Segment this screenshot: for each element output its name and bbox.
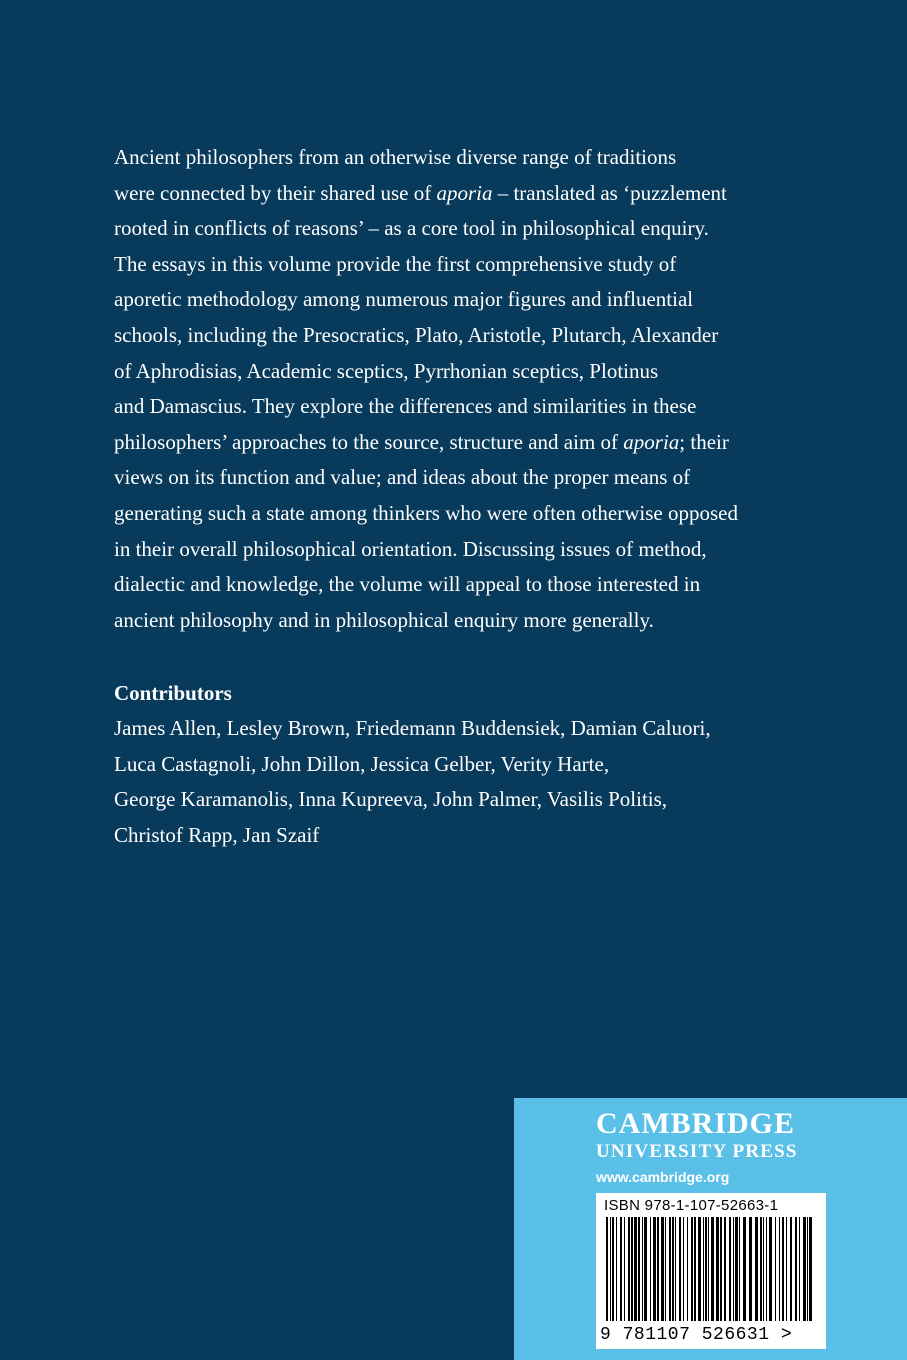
blurb-text-run: ; their xyxy=(679,429,729,454)
blurb-text-run: – translated as ‘puzzlement xyxy=(492,180,727,205)
barcode-bar xyxy=(624,1217,625,1321)
blurb-line xyxy=(114,603,814,639)
barcode-bar xyxy=(612,1217,614,1321)
blurb-line xyxy=(114,318,814,354)
blurb-line xyxy=(114,247,814,283)
barcode-bar xyxy=(642,1217,643,1321)
barcode-bar xyxy=(638,1217,640,1321)
contributors-list xyxy=(114,711,814,853)
barcode-bar xyxy=(766,1217,767,1321)
barcode-bar xyxy=(708,1217,709,1321)
blurb-line xyxy=(114,460,814,496)
barcode-bar xyxy=(739,1217,740,1321)
blurb-text-run: generating such a state among thinkers who were often otherwise opposed xyxy=(114,500,738,525)
blurb-text-run: of Aphrodisias, Academic sceptics, Pyrrhonian sceptics, Plotinus xyxy=(114,358,659,383)
barcode-bar xyxy=(606,1217,608,1321)
barcode-bar xyxy=(716,1217,719,1321)
blurb-line xyxy=(114,354,814,390)
blurb-text-run: schools, including the Presocratics, Plato, Aristotle, Plutarch, Alexander xyxy=(114,322,719,347)
blurb-italic-term: aporia xyxy=(436,180,493,205)
contributors-heading: Contributors xyxy=(114,681,232,705)
barcode-bar xyxy=(760,1217,762,1321)
barcode-bar xyxy=(675,1217,676,1321)
barcode-bar xyxy=(694,1217,696,1321)
blurb-text-run: philosophers’ approaches to the source, structure and aim of xyxy=(114,429,624,454)
blurb-text-run: aporetic methodology among numerous major figures and influential xyxy=(114,287,694,312)
barcode-bar xyxy=(650,1217,651,1321)
barcode-bar xyxy=(634,1217,637,1321)
blurb-text-run: and Damascius. They explore the differences and similarities in these xyxy=(114,394,697,419)
barcode-bar xyxy=(653,1217,656,1321)
blurb-line xyxy=(114,282,814,318)
barcode-bar xyxy=(631,1217,633,1321)
barcode-bar xyxy=(665,1217,666,1321)
blurb-text-run: The essays in this volume provide the first comprehensive study of xyxy=(114,251,677,276)
barcode-bar xyxy=(803,1217,806,1321)
barcode-bar xyxy=(691,1217,693,1321)
barcode-bar xyxy=(661,1217,664,1321)
barcode-bar xyxy=(799,1217,800,1321)
contributors-line: James Allen, Lesley Brown, Friedemann Buddensiek, Damian Caluori, xyxy=(114,716,711,740)
barcode-bar xyxy=(782,1217,784,1321)
blurb-text-run: dialectic and knowledge, the volume will appeal to those interested in xyxy=(114,572,701,597)
barcode-bar xyxy=(628,1217,630,1321)
publisher-box xyxy=(514,1098,907,1360)
barcode-bar xyxy=(790,1217,792,1321)
barcode-bar xyxy=(720,1217,722,1321)
barcode-bar xyxy=(763,1217,764,1321)
contributors-line: Christof Rapp, Jan Szaif xyxy=(114,822,320,847)
blurb-line xyxy=(114,389,814,425)
barcode-bar xyxy=(620,1217,622,1321)
barcode-bar xyxy=(657,1217,659,1321)
blurb-text-run: Ancient philosophers from an otherwise diverse range of traditions xyxy=(114,145,677,169)
isbn-label: ISBN 978-1-107-52663-1 xyxy=(604,1197,779,1214)
barcode-bar xyxy=(724,1217,726,1321)
barcode-bar xyxy=(786,1217,787,1321)
barcode-bar xyxy=(669,1217,671,1321)
barcode-bar xyxy=(809,1217,812,1321)
barcode-bar xyxy=(610,1217,611,1321)
blurb-text xyxy=(114,140,814,638)
barcode-bar xyxy=(755,1217,758,1321)
barcode-bar xyxy=(735,1217,738,1321)
publisher-url: www.cambridge.org xyxy=(596,1169,730,1185)
blurb-text-run: ancient philosophy and in philosophical enquiry more generally. xyxy=(114,607,654,632)
barcode-bar xyxy=(795,1217,797,1321)
barcode-bar xyxy=(711,1217,714,1321)
blurb-line xyxy=(114,140,814,176)
blurb-text-run: views on its function and value; and ideas about the proper means of xyxy=(114,465,691,490)
blurb-text-run: were connected by their shared use of xyxy=(114,180,437,205)
blurb-line xyxy=(114,176,814,212)
barcode-bar xyxy=(616,1217,617,1321)
barcode-bar xyxy=(683,1217,684,1321)
barcode-bar xyxy=(733,1217,734,1321)
barcode-bar xyxy=(679,1217,681,1321)
blurb-line xyxy=(114,496,814,532)
barcode-bar xyxy=(672,1217,674,1321)
publisher-subname: UNIVERSITY PRESS xyxy=(596,1141,798,1162)
barcode-bar xyxy=(705,1217,707,1321)
blurb-line xyxy=(114,567,814,603)
blurb-text-run: rooted in conflicts of reasons’ – as a core tool in philosophical enquiry. xyxy=(114,216,709,241)
barcode-box xyxy=(596,1193,826,1349)
barcode-bar xyxy=(807,1217,808,1321)
barcode-bar xyxy=(743,1217,746,1321)
blurb-line xyxy=(114,211,814,247)
contributors-line: Luca Castagnoli, John Dillon, Jessica Gelber, Verity Harte, xyxy=(114,751,610,776)
contributors-line: George Karamanolis, Inna Kupreeva, John Palmer, Vasilis Politis, xyxy=(114,787,668,812)
publisher-name: CAMBRIDGE xyxy=(596,1107,796,1140)
barcode-bar xyxy=(687,1217,688,1321)
blurb-italic-term: aporia xyxy=(623,429,680,454)
barcode-digits: 9 781107 526631 > xyxy=(600,1325,793,1345)
barcode-bar xyxy=(644,1217,647,1321)
barcode-bar xyxy=(703,1217,704,1321)
barcode-bars xyxy=(604,1217,818,1323)
blurb-text-run: in their overall philosophical orientation. Discussing issues of method, xyxy=(114,536,707,561)
barcode-bar xyxy=(749,1217,752,1321)
barcode-bar xyxy=(775,1217,776,1321)
barcode-bar xyxy=(729,1217,731,1321)
barcode-bar xyxy=(779,1217,780,1321)
barcode-bar xyxy=(769,1217,772,1321)
blurb-line xyxy=(114,532,814,568)
barcode-bar xyxy=(698,1217,701,1321)
blurb-line xyxy=(114,425,814,461)
